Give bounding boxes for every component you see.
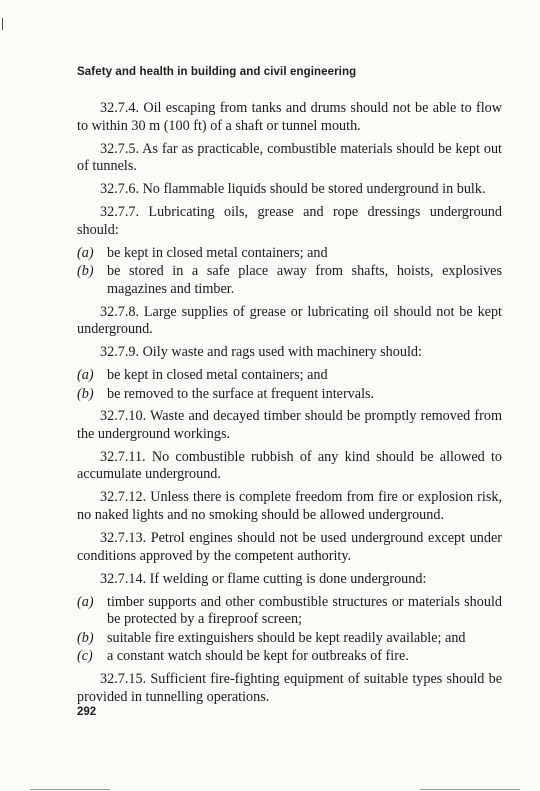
page-number: 292 [77, 706, 97, 718]
list-item-text: be kept in closed metal containers; and [107, 244, 328, 261]
section-paragraph: 32.7.9. Oily waste and rags used with machinery should: [100, 344, 422, 361]
item-list [77, 367, 502, 403]
section-paragraph: 32.7.11. No combustible rubbish of any kind should be allowed to accumulate underground. [77, 448, 502, 483]
list-item-label: (a) [77, 367, 94, 384]
section-paragraph: 32.7.7. Lubricating oils, grease and rope dressings underground should: [77, 204, 502, 238]
list-item-label: (a) [77, 593, 94, 610]
running-header: Safety and health in building and civil engineering [77, 66, 357, 78]
list-item [77, 594, 502, 629]
list-item [77, 245, 502, 263]
list-item [77, 630, 502, 648]
section-paragraph: 32.7.4. Oil escaping from tanks and drums should not be able to flow to within 30 m (100 ft) of a shaft or tunnel mouth. [77, 100, 502, 134]
list-item-label: (b) [77, 263, 94, 280]
bottom-rule-left [30, 789, 110, 790]
list-item-label: (c) [77, 648, 93, 665]
section-paragraph: 32.7.5. As far as practicable, combustible materials should be kept out of tunnels. [77, 140, 502, 175]
item-list [77, 245, 502, 299]
list-item [77, 263, 502, 298]
page-body [77, 100, 502, 712]
section-paragraph: 32.7.14. If welding or flame cutting is done underground: [100, 570, 427, 587]
list-item-text: be removed to the surface at frequent intervals. [107, 385, 375, 402]
list-item-text: be stored in a safe place away from shafts, hoists, explosives magazines and timber. [107, 263, 502, 297]
section-paragraph: 32.7.12. Unless there is complete freedom from fire or explosion risk, no naked lights and no smoking should be allowed underground. [77, 489, 502, 523]
list-item [77, 386, 502, 404]
section-paragraph: 32.7.8. Large supplies of grease or lubricating oil should not be kept underground. [77, 303, 502, 338]
bottom-rule-right [420, 789, 520, 790]
list-item-text: be kept in closed metal containers; and [107, 367, 328, 384]
scan-edge-mark [2, 18, 3, 30]
list-item-text: suitable fire extinguishers should be kept readily available; and [107, 629, 466, 646]
section-paragraph: 32.7.6. No flammable liquids should be stored underground in bulk. [100, 181, 486, 198]
list-item [77, 367, 502, 385]
list-item-label: (b) [77, 629, 94, 646]
list-item [77, 648, 502, 666]
list-item-label: (a) [77, 244, 94, 261]
item-list [77, 594, 502, 666]
section-paragraph: 32.7.13. Petrol engines should not be used underground except under conditions approved by the competent authority. [77, 529, 502, 564]
list-item-text: a constant watch should be kept for outbreaks of fire. [107, 648, 409, 665]
list-item-label: (b) [77, 385, 94, 402]
section-paragraph: 32.7.10. Waste and decayed timber should be promptly removed from the underground workings. [77, 408, 502, 442]
list-item-text: timber supports and other combustible structures or materials should be protected by a fireproof screen; [107, 593, 502, 628]
section-paragraph: 32.7.15. Sufficient fire-fighting equipment of suitable types should be provided in tunnelling operations. [77, 670, 502, 705]
